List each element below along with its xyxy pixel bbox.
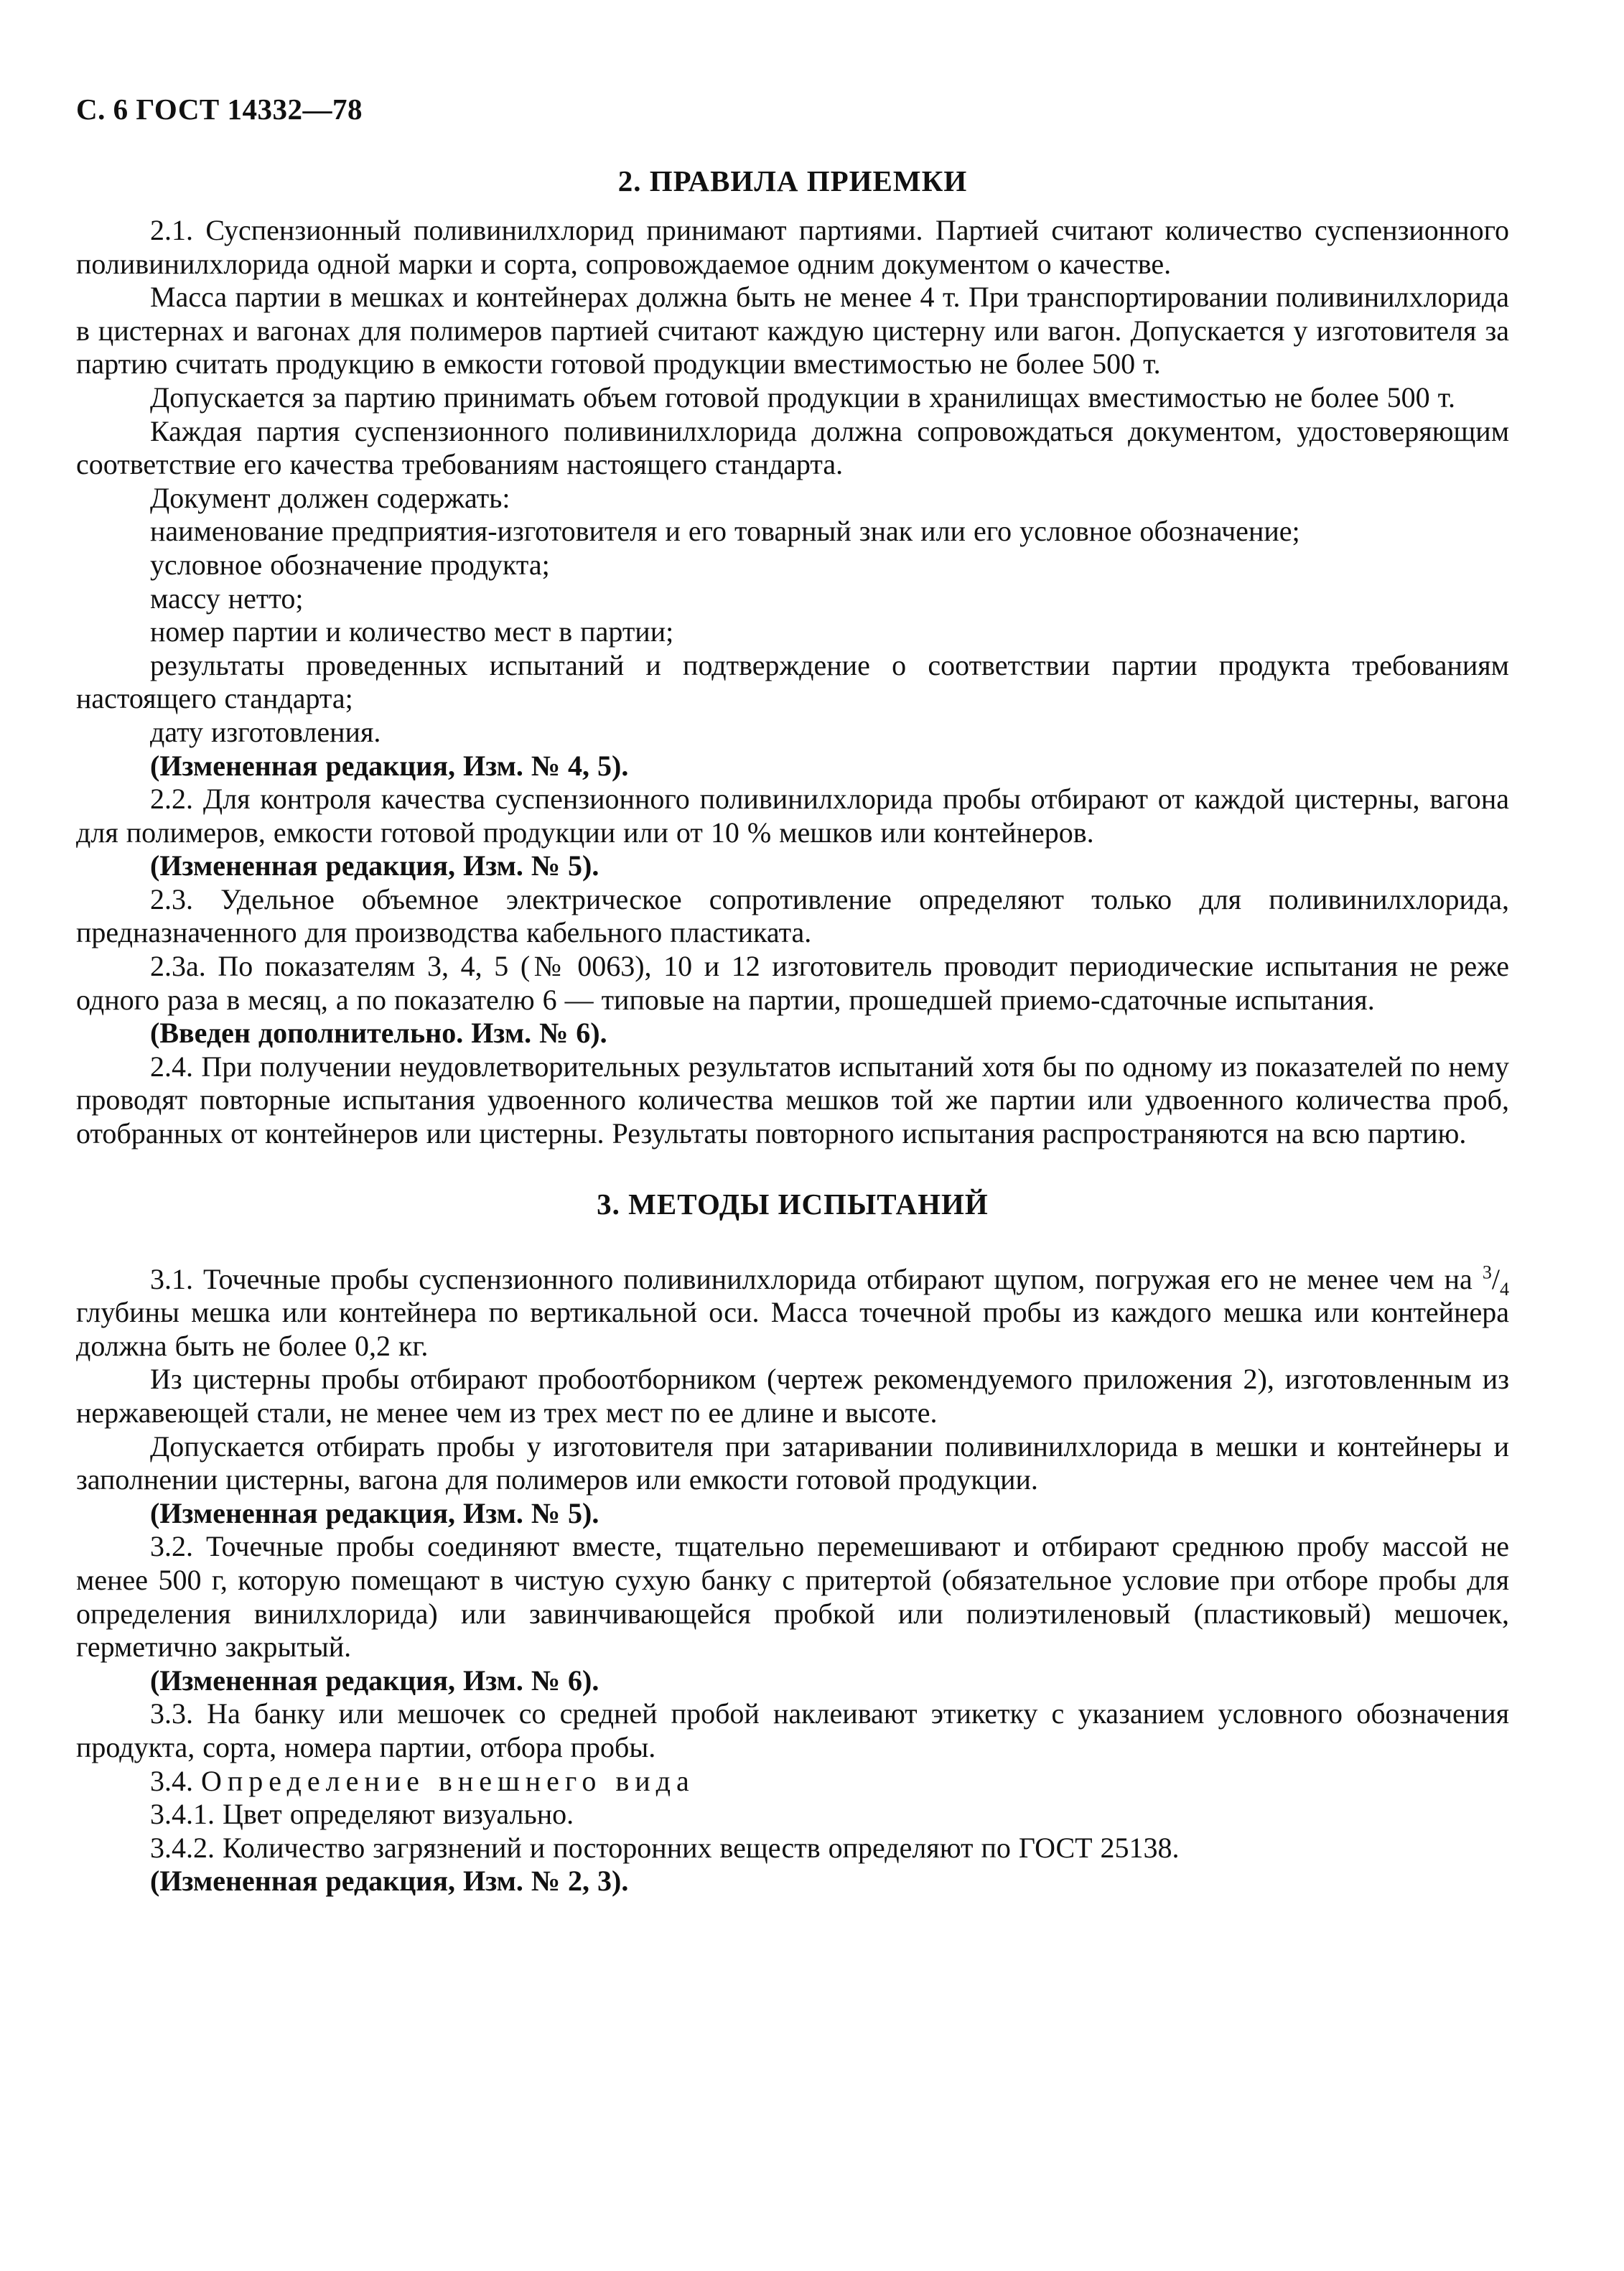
text-run: 3.1. Точечные пробы суспензионного поливинилхлорида отбирают щупом, погружая его не менее чем на — [150, 1262, 1483, 1295]
paragraph-2-3a: 2.3а. По показателям 3, 4, 5 (№ 0063), 10 и 12 изготовитель проводит периодические испытания не реже одного раза в месяц, а по показателю 6 — типовые на партии, прошедшей приемо-сдаточные испытания. — [76, 950, 1509, 1016]
paragraph: Масса партии в мешках и контейнерах должна быть не менее 4 т. При транспортировании поливинилхлорида в цистернах и вагонах для полимеров партией считают каждую цистерну или вагон. Допускается у изготовителя за партию считать продукцию в емкости готовой продукции вместимостью не более 500 т. — [76, 281, 1509, 381]
text-column — [76, 164, 1509, 1898]
paragraph-2-4: 2.4. При получении неудовлетворительных результатов испытаний хотя бы по одному из показателей по нему проводят повторные испытания удвоенного количества мешков той же партии или удвоенного количества проб, отобранных от контейнеров или цистерны. Результаты повторного испытания распространяются на всю партию. — [76, 1050, 1509, 1150]
page-header: С. 6 ГОСТ 14332—78 — [76, 93, 363, 126]
paragraph-3-4-1: 3.4.1. Цвет определяют визуально. — [150, 1798, 574, 1831]
list-item: наименование предприятия-изготовителя и его товарный знак или его условное обозначение; — [150, 515, 1300, 548]
amendment-note: (Измененная редакция, Изм. № 6). — [150, 1664, 599, 1697]
amendment-note: (Измененная редакция, Изм. № 5). — [150, 1496, 599, 1529]
clause-title: Определение внешнего вида — [201, 1764, 695, 1797]
list-item: результаты проведенных испытаний и подтверждение о соответствии партии продукта требованиям настоящего стандарта; — [76, 648, 1509, 715]
amendment-note: (Измененная редакция, Изм. № 4, 5). — [150, 749, 629, 782]
section-2-title: 2. ПРАВИЛА ПРИЕМКИ — [617, 164, 968, 197]
paragraph-2-3: 2.3. Удельное объемное электрическое сопротивление определяют только для поливинилхлорида, предназначенного для производства кабельного пластиката. — [76, 882, 1509, 949]
clause-number: 3.4. — [150, 1764, 201, 1797]
amendment-note: (Измененная редакция, Изм. № 5). — [150, 849, 599, 882]
paragraph: Документ должен содержать: — [150, 481, 510, 514]
paragraph-3-3: 3.3. На банку или мешочек со средней пробой наклеивают этикетку с указанием условного обозначения продукта, сорта, номера партии, отбора пробы. — [76, 1697, 1509, 1763]
paragraph-3-4-2: 3.4.2. Количество загрязнений и посторонних веществ определяют по ГОСТ 25138. — [150, 1831, 1180, 1864]
list-item: номер партии и количество мест в партии; — [150, 615, 674, 648]
list-item: массу нетто; — [150, 582, 304, 615]
paragraph-2-2: 2.2. Для контроля качества суспензионного поливинилхлорида пробы отбирают от каждой цистерны, вагона для полимеров, емкости готовой продукции или от 10 % мешков или контейнеров. — [76, 783, 1509, 849]
paragraph-3-4 — [76, 1765, 1509, 1799]
list-item: условное обозначение продукта; — [150, 548, 550, 581]
fraction-slash: / — [1491, 1262, 1500, 1295]
paragraph: Каждая партия суспензионного поливинилхлорида должна сопровождаться документом, удостоверяющим соответствие его качества требованиям настоящего стандарта. — [76, 414, 1509, 481]
paragraph-2-1: 2.1. Суспензионный поливинилхлорид принимают партиями. Партией считают количество суспензионного поливинилхлорида одной марки и сорта, сопровождаемое одним документом о качестве. — [76, 214, 1509, 280]
paragraph: Допускается за партию принимать объем готовой продукции в хранилищах вместимостью не более 500 т. — [150, 381, 1456, 414]
paragraph-3-1 — [76, 1263, 1509, 1363]
amendment-note: (Введен дополнительно. Изм. № 6). — [150, 1017, 607, 1050]
paragraph: Допускается отбирать пробы у изготовителя при затаривании поливинилхлорида в мешки и контейнеры и заполнении цистерны, вагона для полимеров или емкости готовой продукции. — [76, 1430, 1509, 1496]
section-3-title: 3. МЕТОДЫ ИСПЫТАНИЙ — [597, 1187, 989, 1221]
fraction-denominator: 4 — [1500, 1278, 1509, 1300]
text-run: глубины мешка или контейнера по вертикальной оси. Масса точечной пробы из каждого мешка или контейнера должна быть не более 0,2 кг. — [76, 1296, 1509, 1362]
list-item: дату изготовления. — [150, 715, 381, 748]
paragraph-3-2: 3.2. Точечные пробы соединяют вместе, тщательно перемешивают и отбирают среднюю пробу массой не менее 500 г, которую помещают в чистую сухую банку с притертой (обязательное условие при отборе пробы для определения винилхлорида) или завинчивающейся пробкой или полиэтиленовый (пластиковый) мешочек, герметично закрытый. — [76, 1530, 1509, 1664]
fraction-numerator: 3 — [1482, 1262, 1492, 1283]
paragraph: Из цистерны пробы отбирают пробоотборником (чертеж рекомендуемого приложения 2), изготовленным из нержавеющей стали, не менее чем из трех мест по ее длине и высоте. — [76, 1363, 1509, 1429]
amendment-note: (Измененная редакция, Изм. № 2, 3). — [150, 1865, 629, 1898]
